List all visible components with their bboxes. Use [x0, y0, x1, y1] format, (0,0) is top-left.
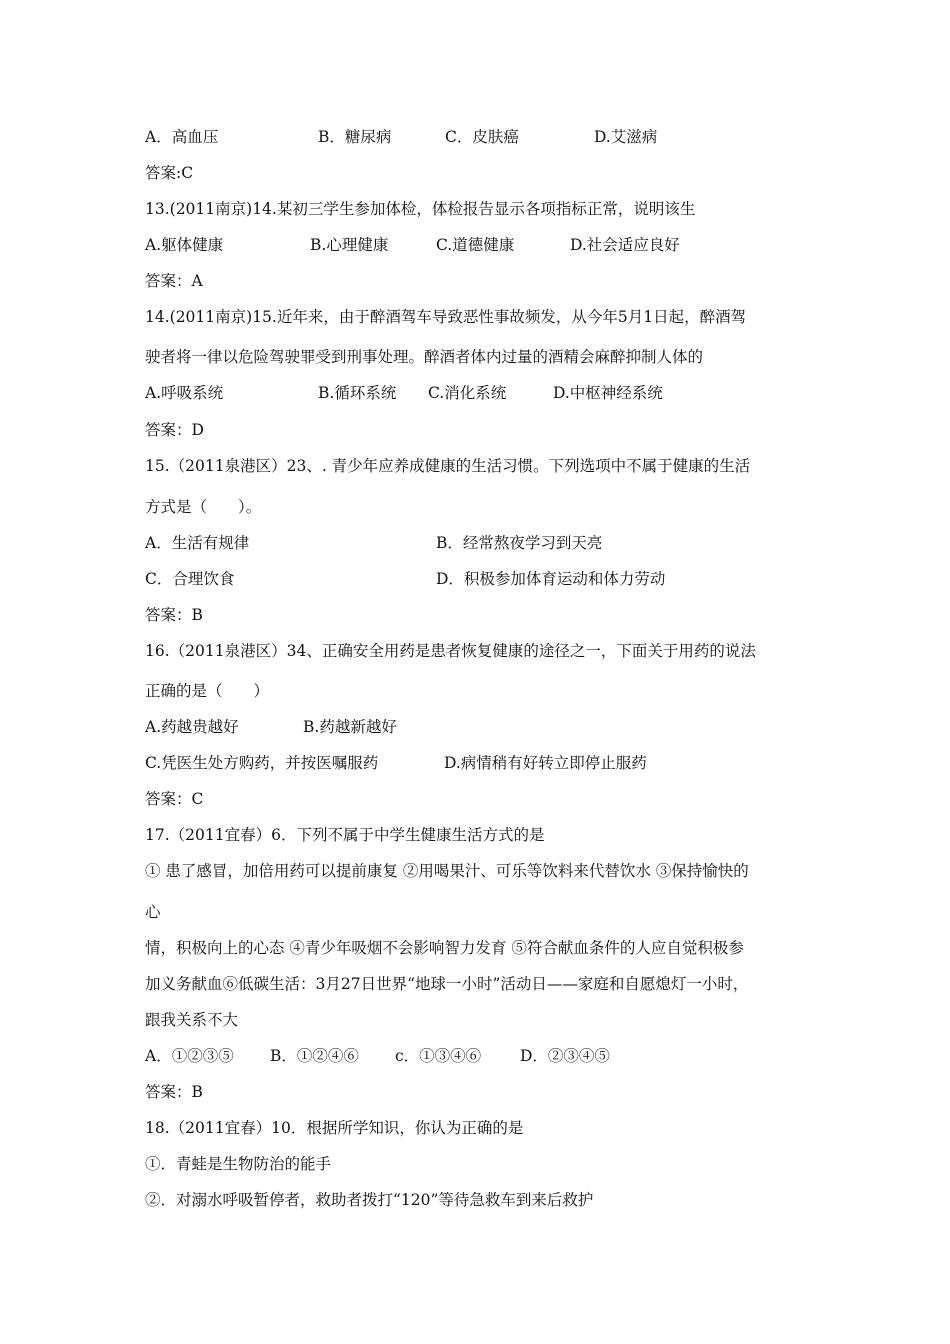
q14-answer: 答案：D: [145, 421, 204, 439]
q15-option-a: A．生活有规律: [145, 534, 250, 552]
q16-stem-line1: 16.（2011泉港区）34、正确安全用药是患者恢复健康的途径之一，下面关于用药的说法: [145, 642, 756, 660]
q14-stem-line2: 驶者将一律以危险驾驶罪受到刑事处理。醉酒者体内过量的酒精会麻醉抑制人体的: [145, 348, 704, 366]
q13-answer: 答案：A: [145, 272, 203, 290]
q12-option-b: B．糖尿病: [318, 128, 392, 146]
q17-option-d: D．②③④⑤: [520, 1047, 610, 1065]
q15-stem-line2: 方式是（ ）。: [145, 498, 262, 516]
q14-option-d: D.中枢神经系统: [553, 384, 663, 402]
q13-option-d: D.社会适应良好: [570, 236, 680, 254]
q16-option-b: B.药越新越好: [303, 718, 397, 736]
q12-option-a: A．高血压: [145, 128, 219, 146]
q14-option-a: A.呼吸系统: [145, 384, 224, 402]
q16-stem-line2: 正确的是（ ）: [145, 682, 270, 700]
q16-option-d: D.病情稍有好转立即停止服药: [444, 754, 647, 772]
q15-answer: 答案：B: [145, 606, 203, 624]
q18-item-1: ①．青蛙是生物防治的能手: [145, 1155, 332, 1173]
q17-option-a: A．①②③⑤: [145, 1047, 234, 1065]
q12-option-c: C．皮肤癌: [445, 128, 519, 146]
q17-statement-line2: 心: [145, 903, 161, 921]
q14-stem-line1: 14.(2011南京)15.近年来，由于醉酒驾车导致恶性事故频发，从今年5月1日起，醉酒驾: [145, 308, 747, 326]
q16-option-c: C.凭医生处方购药，并按医嘱服药: [145, 754, 379, 772]
q17-statement-line3: 情，积极向上的心态 ④青少年吸烟不会影响智力发育 ⑤符合献血条件的人应自觉积极参: [145, 939, 744, 957]
q15-option-b: B．经常熬夜学习到天亮: [436, 534, 603, 552]
q15-option-c: C．合理饮食: [145, 570, 235, 588]
q13-option-c: C.道德健康: [436, 236, 515, 254]
q17-answer: 答案：B: [145, 1083, 203, 1101]
q16-option-a: A.药越贵越好: [145, 718, 239, 736]
q16-answer: 答案：C: [145, 790, 204, 808]
q12-answer: 答案:C: [145, 164, 194, 182]
q17-statement-line1: ① 患了感冒，加倍用药可以提前康复 ②用喝果汁、可乐等饮料来代替饮水 ③保持愉快的: [145, 862, 749, 880]
q13-stem: 13.(2011南京)14.某初三学生参加体检，体检报告显示各项指标正常，说明该生: [145, 200, 696, 218]
q15-stem-line1: 15.（2011泉港区）23、. 青少年应养成健康的生活习惯。下列选项中不属于健康的生活: [145, 457, 751, 475]
q14-option-c: C.消化系统: [428, 384, 507, 402]
q13-option-b: B.心理健康: [310, 236, 389, 254]
q17-option-b: B．①②④⑥: [270, 1047, 359, 1065]
q17-statement-line4: 加义务献血⑥低碳生活：3月27日世界“地球一小时”活动日——家庭和自愿熄灯一小时，: [145, 975, 749, 993]
q17-statement-line5: 跟我关系不大: [145, 1011, 239, 1029]
q13-option-a: A.躯体健康: [145, 236, 224, 254]
q14-option-b: B.循环系统: [318, 384, 397, 402]
q17-stem: 17.（2011宜春）6．下列不属于中学生健康生活方式的是: [145, 826, 545, 844]
q18-stem: 18.（2011宜春）10．根据所学知识，你认为正确的是: [145, 1119, 524, 1137]
q18-item-2: ②．对溺水呼吸暂停者，救助者拨打“120”等待急救车到来后救护: [145, 1191, 594, 1209]
q17-option-c: c．①③④⑥: [395, 1047, 482, 1065]
q15-option-d: D．积极参加体育运动和体力劳动: [436, 570, 666, 588]
q12-option-d: D.艾滋病: [594, 128, 658, 146]
